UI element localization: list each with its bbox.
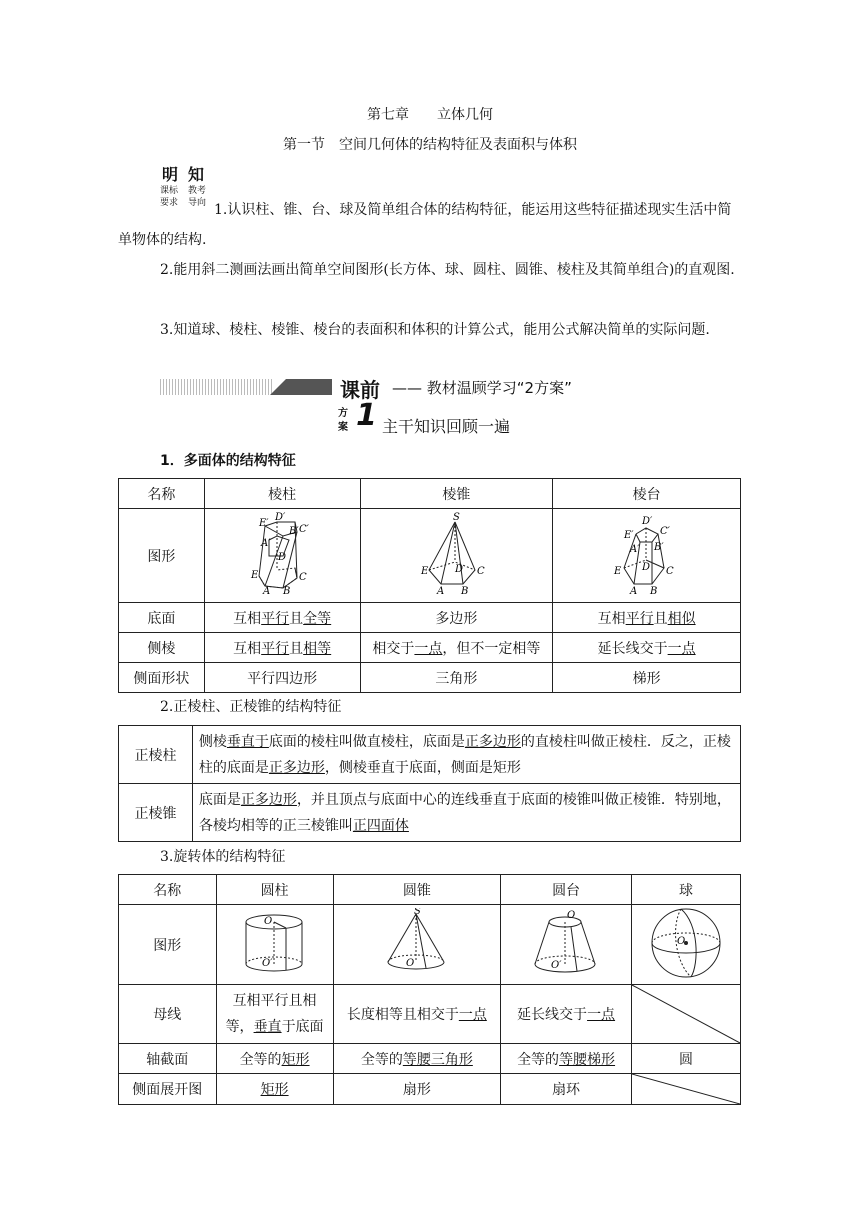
text: ，侧棱垂直于底面，侧面是矩形 — [324, 759, 521, 776]
plan-number: 1 — [356, 398, 377, 433]
pyramid-edge — [360, 633, 553, 663]
badge-daoxiang: 导向 — [188, 198, 207, 208]
text: 且 — [289, 640, 304, 657]
plan-fang: 方 — [338, 408, 348, 419]
plan-text: 主干知识回顾一遍 — [382, 417, 511, 436]
cone-axial — [333, 1044, 501, 1074]
svg-text:E: E — [613, 565, 621, 577]
frustum-edge — [553, 633, 741, 663]
svg-text:O: O — [567, 909, 576, 921]
header-cylinder: 圆柱 — [216, 875, 333, 905]
text: 且 — [289, 610, 304, 627]
frustum-face: 梯形 — [553, 663, 741, 693]
svg-text:C: C — [665, 565, 674, 577]
table-row — [119, 603, 741, 633]
row-label-base: 底面 — [119, 603, 205, 633]
cylinder-generatrix — [216, 985, 333, 1044]
answer: 正多边形 — [240, 791, 297, 808]
answer: 矩形 — [281, 1051, 310, 1068]
header-name: 名称 — [119, 479, 205, 509]
header-frustum: 圆台 — [501, 875, 632, 905]
svg-text:B′: B′ — [289, 525, 299, 537]
svg-text:D: D — [278, 551, 287, 563]
prism-edge — [204, 633, 360, 663]
cylinder-figure-cell — [216, 905, 333, 985]
text: 相交于 — [372, 640, 415, 657]
table-row — [119, 509, 741, 603]
pyramid-face: 三角形 — [360, 663, 553, 693]
answer: 正多边形 — [268, 759, 325, 776]
diagonal-slash — [632, 1074, 740, 1104]
section-title: 第一节 空间几何体的结构特征及表面积与体积 — [283, 137, 577, 153]
section-banner — [160, 374, 720, 400]
svg-text:E: E — [251, 569, 259, 581]
svg-text:A: A — [263, 585, 271, 596]
regular-pyramid-desc — [192, 784, 740, 842]
text: 的直棱柱叫做正棱柱．反之，正棱柱的底面是 — [198, 733, 731, 776]
answer: 一点 — [458, 1007, 487, 1023]
intro-item-3: 3.知道球、棱柱、棱锥、棱台的表面积和体积的计算公式，能用公式解决简单的实际问题. — [160, 322, 710, 338]
prism-figure — [237, 512, 327, 596]
svg-text:O: O — [405, 957, 415, 969]
answer: 等腰梯形 — [559, 1051, 616, 1068]
text: 互相 — [233, 640, 262, 657]
answer: 平行 — [261, 640, 290, 657]
text: 侧棱 — [198, 733, 227, 750]
cylinder-axial — [216, 1044, 333, 1074]
text: 全等的 — [239, 1051, 282, 1068]
regular-solids-table — [118, 725, 741, 842]
header-cone: 圆锥 — [333, 875, 501, 905]
badge-zhi: 知 — [188, 165, 205, 184]
svg-text:S: S — [413, 907, 421, 917]
svg-text:B: B — [649, 585, 657, 596]
text: 延长线交于 — [517, 1007, 588, 1023]
text: 且 — [653, 610, 668, 627]
header-frustum: 棱台 — [553, 479, 741, 509]
heading-regular: 2.正棱柱、正棱锥的结构特征 — [160, 699, 342, 715]
frustum-axial — [501, 1044, 632, 1074]
answer: 正四面体 — [352, 817, 409, 834]
svg-text:B: B — [461, 585, 469, 596]
text: ，并且顶点与底面中心的连线垂直于底面的棱锥叫做正棱锥．特别地，各棱均相等的正三棱锥叫 — [198, 791, 731, 834]
prism-face: 平行四边形 — [204, 663, 360, 693]
answer: 正多边形 — [464, 733, 521, 750]
label-regular-pyramid: 正棱锥 — [119, 784, 193, 842]
answer: 一点 — [667, 640, 696, 657]
label-regular-prism: 正棱柱 — [119, 726, 193, 784]
answer: 垂直 — [253, 1019, 282, 1035]
text: 底面的棱柱叫做直棱柱，底面是 — [268, 733, 465, 750]
intro-item-2: 2.能用斜二测画法画出简单空间图形(长方体、球、圆柱、圆锥、棱柱及其简单组合)的直观图. — [160, 262, 735, 278]
pyramid-base: 多边形 — [360, 603, 553, 633]
revolution-solids-table — [118, 874, 741, 1105]
banner-title: 课前 — [340, 378, 380, 402]
table-row — [119, 663, 741, 693]
badge-jiaokao: 教考 — [188, 186, 207, 196]
table-row — [119, 985, 741, 1044]
prism-base — [204, 603, 360, 633]
chapter-title: 第七章 立体几何 — [367, 107, 493, 123]
answer: 等腰三角形 — [402, 1051, 473, 1068]
plan-an: 案 — [338, 422, 348, 433]
intro-item-1: 1.认识柱、锥、台、球及简单组合体的结构特征，能运用这些特征描述现实生活中简单物体的结构. — [118, 202, 732, 248]
svg-text:A: A — [629, 585, 637, 596]
polyhedra-table — [118, 478, 741, 693]
row-label-unfold: 侧面展开图 — [119, 1074, 217, 1105]
table-row — [119, 633, 741, 663]
svg-text:D′: D′ — [641, 515, 652, 527]
text: 于底面 — [281, 1019, 324, 1035]
heading-polyhedra: 1．多面体的结构特征 — [160, 453, 296, 469]
text: 延长线交于 — [597, 640, 668, 657]
text: 互相 — [233, 610, 262, 627]
answer: 一点 — [587, 1007, 616, 1023]
text: 底面是 — [198, 791, 241, 808]
badge-kebiao: 课标 — [160, 186, 179, 196]
banner-stripes — [160, 379, 272, 395]
svg-text:O: O — [676, 935, 686, 947]
diagonal-slash — [632, 985, 740, 1043]
svg-text:C′: C′ — [659, 525, 670, 537]
table-row — [119, 784, 741, 842]
svg-text:E′: E′ — [623, 529, 634, 541]
svg-text:O′: O′ — [551, 959, 562, 971]
svg-text:B′: B′ — [653, 541, 664, 553]
cylinder-figure — [230, 908, 320, 978]
frustum-figure — [602, 512, 692, 596]
text: ，但不一定相等 — [442, 640, 541, 657]
frustum-figure-cell — [501, 905, 632, 985]
frustum-generatrix — [501, 985, 632, 1044]
pyramid-figure-cell — [360, 509, 553, 603]
svg-text:S: S — [453, 511, 461, 523]
row-label-figure: 图形 — [119, 905, 217, 985]
svg-text:C: C — [477, 565, 486, 577]
cylinder-unfold — [216, 1074, 333, 1105]
text: 互相平行且相等， — [225, 993, 317, 1035]
row-label-figure: 图形 — [119, 509, 205, 603]
svg-text:D: D — [455, 563, 464, 575]
text: 互相 — [597, 610, 626, 627]
answer: 一点 — [414, 640, 443, 657]
sphere-generatrix-empty — [631, 985, 740, 1044]
answer: 平行 — [261, 610, 290, 627]
sphere-axial: 圆 — [631, 1044, 740, 1074]
table-row — [119, 1044, 741, 1074]
answer: 相似 — [667, 610, 696, 627]
svg-text:A′: A′ — [629, 543, 640, 555]
table-row — [119, 875, 741, 905]
answer: 矩形 — [260, 1082, 289, 1098]
sphere-figure-cell — [631, 905, 740, 985]
header-name: 名称 — [119, 875, 217, 905]
frustum-base — [553, 603, 741, 633]
answer: 垂直于 — [226, 733, 269, 750]
frustum-round-figure — [521, 908, 611, 978]
badge-ming: 明 — [162, 165, 179, 184]
answer: 平行 — [625, 610, 654, 627]
table-row — [119, 479, 741, 509]
pyramid-figure — [411, 512, 501, 596]
frustum-figure-cell — [553, 509, 741, 603]
svg-text:B: B — [283, 585, 291, 596]
heading-revolution: 3.旋转体的结构特征 — [160, 849, 286, 865]
cone-figure — [372, 908, 462, 978]
table-row — [119, 905, 741, 985]
header-sphere: 球 — [631, 875, 740, 905]
svg-text:D: D — [641, 561, 650, 573]
svg-text:C: C — [299, 571, 307, 583]
row-label-edge: 侧棱 — [119, 633, 205, 663]
svg-text:C′: C′ — [299, 523, 310, 535]
frustum-unfold: 扇环 — [501, 1074, 632, 1105]
table-row — [119, 1074, 741, 1105]
cone-figure-cell — [333, 905, 501, 985]
cone-generatrix — [333, 985, 501, 1044]
sphere-unfold-empty — [631, 1074, 740, 1105]
row-label-face: 侧面形状 — [119, 663, 205, 693]
text: 全等的 — [517, 1051, 560, 1068]
badge-yaoqiu: 要求 — [160, 198, 179, 208]
cone-unfold: 扇形 — [333, 1074, 501, 1105]
row-label-axial: 轴截面 — [119, 1044, 217, 1074]
banner-subtitle: —— 教材温顾学习“2方案” — [392, 379, 572, 397]
prism-figure-cell — [204, 509, 360, 603]
svg-text:O′: O′ — [261, 957, 273, 969]
svg-text:A: A — [437, 585, 445, 596]
text: 全等的 — [360, 1051, 403, 1068]
sphere-figure — [641, 906, 731, 980]
banner-slash — [270, 379, 332, 395]
regular-prism-desc — [192, 726, 740, 784]
row-label-generatrix: 母线 — [119, 985, 217, 1044]
header-pyramid: 棱锥 — [360, 479, 553, 509]
answer: 全等 — [303, 610, 332, 627]
svg-text:E: E — [421, 565, 429, 577]
text: 长度相等且相交于 — [346, 1007, 459, 1023]
header-prism: 棱柱 — [204, 479, 360, 509]
svg-text:E′: E′ — [259, 517, 269, 529]
table-row — [119, 726, 741, 784]
svg-text:O: O — [263, 915, 272, 927]
answer: 相等 — [303, 640, 332, 657]
svg-text:D′: D′ — [275, 511, 286, 523]
svg-text:A′: A′ — [261, 537, 271, 549]
